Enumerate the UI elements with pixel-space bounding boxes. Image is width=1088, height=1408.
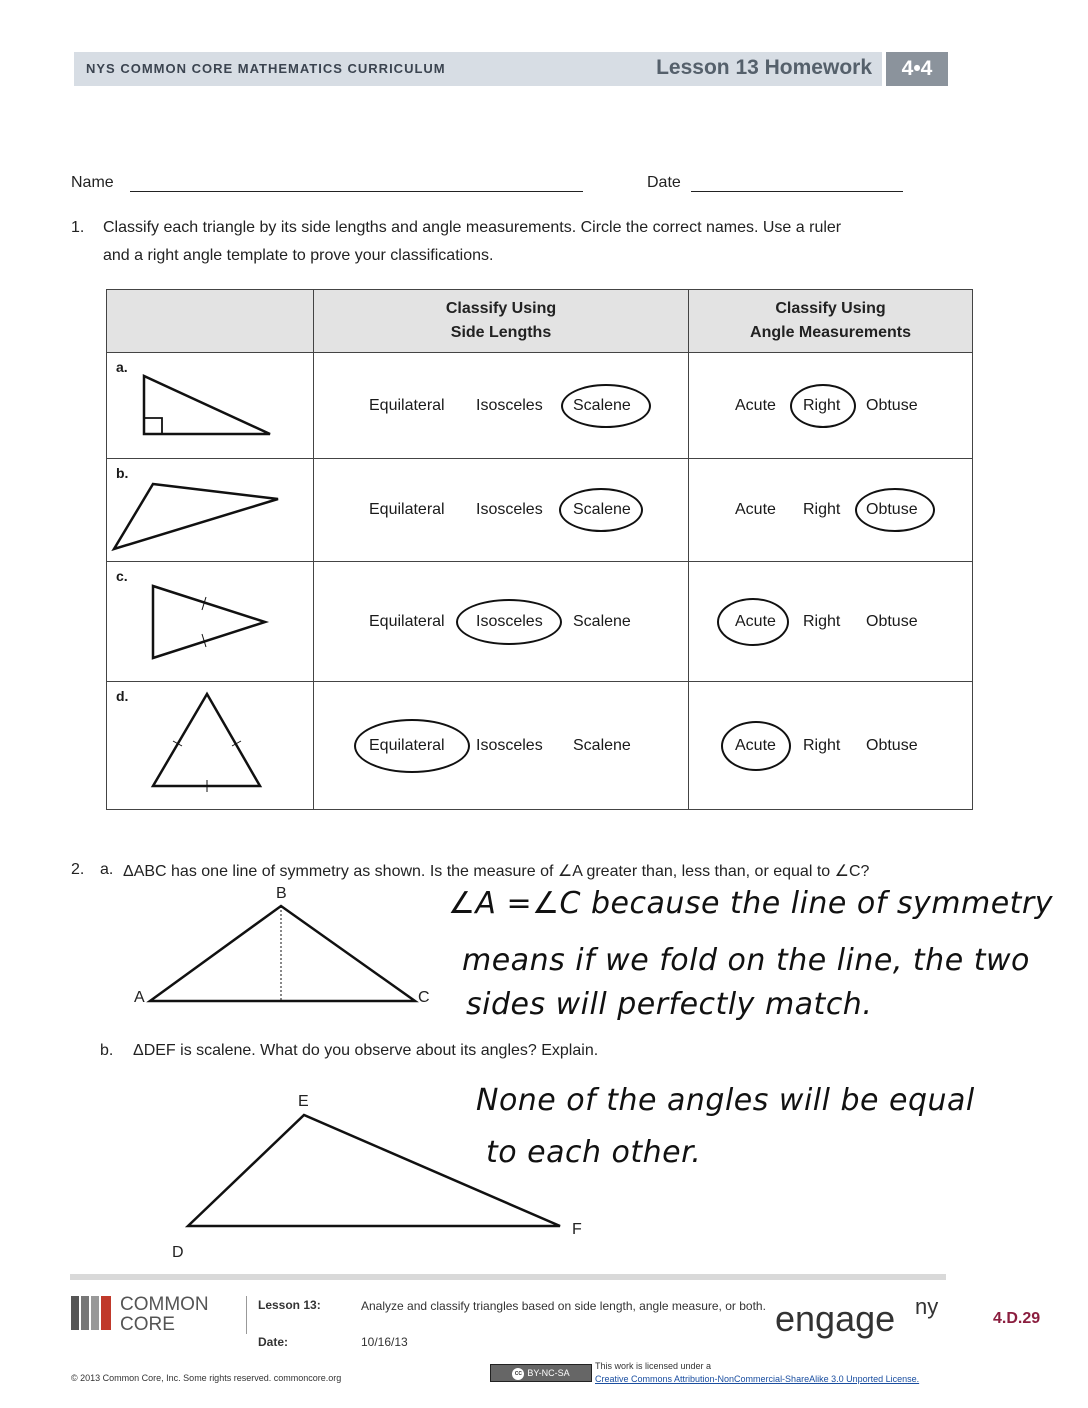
q1-instructions-line1: Classify each triangle by its side lengths and angle measurements. Circle the correct names. Use a ruler: [103, 219, 842, 236]
table-row: [107, 459, 973, 562]
footer-lesson-label: Lesson 13:: [258, 1298, 321, 1312]
option-acute[interactable]: Acute: [735, 736, 776, 754]
date-field[interactable]: [691, 191, 903, 192]
answer-circle: [456, 599, 562, 645]
footer-date-value: 10/16/13: [361, 1335, 408, 1349]
table-row: [107, 562, 973, 682]
isosceles-triangle-figure: [107, 562, 313, 682]
answer-circle: [790, 384, 856, 428]
triangle-a-cell: [107, 353, 314, 459]
triangle-c-cell: [107, 562, 314, 682]
license-line1: This work is licensed under a: [595, 1361, 712, 1371]
handwritten-answer-2a-line1: ∠A =∠C because the line of symmetry: [448, 886, 1054, 921]
side-options-c: [314, 562, 689, 682]
vertex-a: A: [134, 989, 145, 1006]
name-field[interactable]: [130, 191, 583, 192]
angle-options-d: [689, 682, 973, 810]
obtuse-triangle-figure: [107, 459, 313, 562]
triangle-b-cell: [107, 459, 314, 562]
footer-date-label: Date:: [258, 1335, 289, 1349]
option-acute[interactable]: Acute: [735, 501, 776, 518]
answer-circle: [561, 384, 651, 428]
option-right[interactable]: Right: [803, 396, 841, 414]
angle-options-b: [689, 459, 973, 562]
option-equilateral[interactable]: Equilateral: [369, 501, 445, 518]
date-label: Date: [647, 174, 681, 191]
footer-separator: [246, 1296, 247, 1334]
side-options-b: [314, 459, 689, 562]
option-right[interactable]: Right: [803, 612, 841, 630]
option-equilateral[interactable]: Equilateral: [369, 736, 445, 754]
side-options-d: [314, 682, 689, 810]
side-header-line2: Side Lengths: [450, 324, 552, 341]
answer-circle: [354, 719, 470, 773]
lesson-title: Lesson 13 Homework: [656, 56, 872, 79]
answer-circle: [717, 598, 789, 646]
row-label: c.: [116, 568, 128, 584]
handwritten-answer-2b-line2: to each other.: [486, 1135, 702, 1170]
q2a-question: ΔABC has one line of symmetry as shown. Is the measure of ∠A greater than, less than, or equal to ∠C?: [123, 863, 870, 880]
engageny-logo-superscript: ny: [915, 1294, 939, 1319]
option-obtuse[interactable]: Obtuse: [866, 612, 918, 630]
option-isosceles[interactable]: Isosceles: [476, 501, 543, 518]
vertex-e: E: [298, 1093, 309, 1110]
table-row: [107, 682, 973, 810]
answer-circle: [721, 721, 791, 771]
q2b-label: b.: [100, 1042, 114, 1059]
option-isosceles[interactable]: Isosceles: [476, 396, 543, 414]
angle-header-line2: Angle Measurements: [750, 324, 911, 341]
option-isosceles[interactable]: Isosceles: [476, 612, 543, 630]
common-core-logo-mark: [71, 1296, 115, 1330]
option-right[interactable]: Right: [803, 736, 841, 754]
q2b-question: ΔDEF is scalene. What do you observe about its angles? Explain.: [133, 1042, 599, 1059]
name-label: Name: [71, 174, 114, 191]
option-scalene[interactable]: Scalene: [573, 612, 631, 630]
equilateral-triangle-figure: [107, 682, 313, 810]
row-label: d.: [116, 688, 129, 704]
row-label: a.: [116, 359, 128, 375]
q1-instructions-line2: and a right angle template to prove your classifications.: [103, 247, 494, 264]
vertex-b: B: [276, 885, 287, 902]
table-corner-header: [107, 290, 314, 353]
option-scalene[interactable]: Scalene: [573, 736, 631, 754]
page-code: 4.D.29: [993, 1310, 1041, 1327]
row-label: b.: [116, 465, 129, 481]
table-row: [107, 353, 973, 459]
option-equilateral[interactable]: Equilateral: [369, 396, 445, 414]
side-options-a: [314, 353, 689, 459]
logo-text-core: CORE: [120, 1314, 175, 1335]
vertex-f: F: [572, 1221, 582, 1238]
angle-options-a: [689, 353, 973, 459]
angle-measurements-header: [689, 290, 973, 353]
grade-module-badge: 4•4: [886, 52, 948, 86]
cc-badge-text: BY-NC-SA: [527, 1368, 570, 1378]
vertex-d: D: [172, 1244, 184, 1261]
footer-divider: [70, 1274, 946, 1280]
curriculum-title: NYS COMMON CORE MATHEMATICS CURRICULUM: [86, 61, 446, 76]
side-lengths-header: [314, 290, 689, 353]
cc-license-badge: cc BY-NC-SA: [490, 1364, 592, 1382]
option-acute[interactable]: Acute: [735, 396, 776, 414]
option-scalene[interactable]: Scalene: [573, 396, 631, 414]
q2-number: 2.: [71, 861, 85, 878]
answer-circle: [559, 488, 643, 532]
header-banner: [74, 52, 882, 86]
option-obtuse[interactable]: Obtuse: [866, 501, 918, 518]
classification-table: [106, 289, 973, 810]
answer-circle: [855, 488, 935, 532]
copyright-text: © 2013 Common Core, Inc. Some rights reserved. commoncore.org: [71, 1373, 342, 1383]
license-link[interactable]: Creative Commons Attribution-NonCommercial-ShareAlike 3.0 Unported License.: [595, 1374, 920, 1384]
option-obtuse[interactable]: Obtuse: [866, 396, 918, 414]
option-equilateral[interactable]: Equilateral: [369, 612, 445, 630]
handwritten-answer-2b-line1: None of the angles will be equal: [476, 1083, 975, 1118]
handwritten-answer-2a-line3: sides will perfectly match.: [466, 987, 873, 1022]
option-acute[interactable]: Acute: [735, 612, 776, 630]
triangle-d-cell: [107, 682, 314, 810]
option-scalene[interactable]: Scalene: [573, 501, 631, 518]
right-triangle-figure: [107, 353, 313, 459]
engageny-logo: engage: [775, 1298, 896, 1339]
option-isosceles[interactable]: Isosceles: [476, 736, 543, 754]
option-right[interactable]: Right: [803, 501, 841, 518]
angle-options-c: [689, 562, 973, 682]
handwritten-answer-2a-line2: means if we fold on the line, the two: [462, 943, 1030, 978]
angle-header-line1: Classify Using: [775, 300, 886, 317]
option-obtuse[interactable]: Obtuse: [866, 736, 918, 754]
q1-number: 1.: [71, 219, 85, 236]
side-header-line1: Classify Using: [445, 300, 557, 317]
vertex-c: C: [418, 989, 430, 1006]
footer-lesson-description: Analyze and classify triangles based on side length, angle measure, or both.: [361, 1299, 766, 1313]
logo-text-common: COMMON: [120, 1294, 209, 1315]
q2a-label: a.: [100, 861, 114, 878]
triangle-def-figure: [180, 1105, 580, 1235]
